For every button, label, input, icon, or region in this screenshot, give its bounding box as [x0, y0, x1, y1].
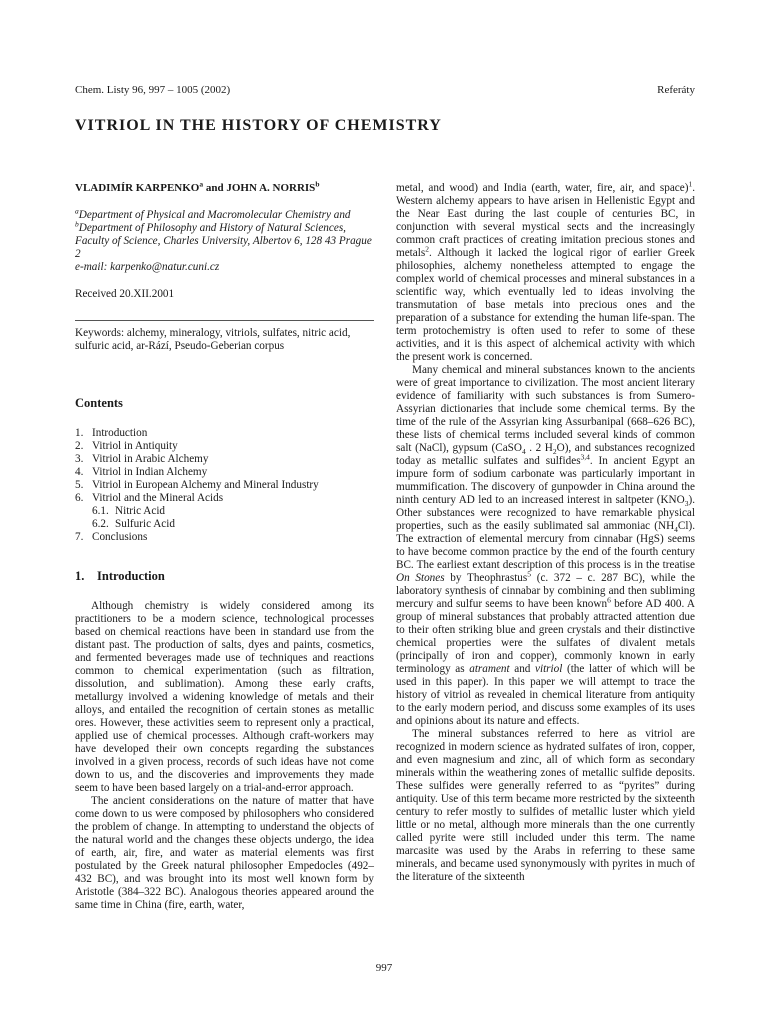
toc-item: 4. Vitriol in Indian Alchemy: [75, 466, 208, 478]
section-title: Introduction: [97, 569, 165, 583]
table-of-contents: [75, 427, 374, 544]
affiliation-b-text: Department of Philosophy and History of Natural Sciences, Faculty of Science, Charles University, Albertov 6, 128 43 Prague 2: [75, 222, 372, 260]
divider: [75, 320, 374, 321]
ref-mark: 5: [527, 569, 532, 579]
subscript: 4: [521, 447, 526, 457]
affiliation-a-text: Department of Physical and Macromolecular Chemistry and: [78, 209, 351, 221]
journal-reference: Chem. Listy 96, 997 – 1005 (2002): [75, 84, 231, 96]
authors-and: and: [203, 182, 227, 194]
ref-mark: 3,4: [580, 452, 590, 462]
subscript: 2: [552, 447, 557, 457]
intro-paragraph-1: Although chemistry is widely considered among its practitioners to be a modern science, technological processes based on chemical reactions have been in standard use from the distant past. The production of salts, dyes and paints, cosmetics, and fermented beverages made use of techniques and reactions common to chemical experimentation (such as filtration, dissolution, and sublimation). Among these early crafts, metallurgy involved a widening knowledge of metals and their alloys, and entailed the recognition of certain stones as metallic ores. However, these activities seem to represent only a practical, applied use of chemical processes. Although craft-workers may have developed their own concepts regarding the substances involved in a given process, records of such ideas have not come down to us, and the discoveries and improvements they made seem to have been based largely on a trial-and-error approach.: [75, 600, 374, 794]
keywords: Keywords: alchemy, mineralogy, vitriols, sulfates, nitric acid, sulfuric acid, ar-Rází, Pseudo-Geberian corpus: [75, 327, 351, 352]
treatise-title: On Stones: [396, 572, 445, 584]
toc-item: 1. Introduction: [75, 427, 148, 439]
article-title: VITRIOL IN THE HISTORY OF CHEMISTRY: [75, 117, 442, 134]
term-atrament: atrament: [469, 663, 510, 675]
toc-item: 3. Vitriol in Arabic Alchemy: [75, 453, 209, 465]
right-column: [396, 179, 695, 884]
left-column: [75, 179, 374, 912]
affiliation-b-mark: b: [75, 219, 79, 229]
ref-mark: 1: [688, 179, 693, 189]
author-1: VLADIMÍR KARPENKO: [75, 182, 200, 194]
term-vitriol: vitriol: [535, 663, 563, 675]
intro-paragraph-2: The ancient considerations on the nature of matter that have come down to us were composed by philosophers who considered the problem of change. In attempting to understand the objects of the natural world and the changes these objects undergo, the idea of earth, air, fire, and water as material elements was first postulated by the Greek natural philosopher Empedocles (492–432 BC), and was brought into its most well known form by Aristotle (384–322 BC). Analogous theories appeared around the same time in China (fire, earth, water,: [75, 795, 374, 911]
toc-subitem: 6.1. Nitric Acid: [92, 505, 166, 517]
received-date: Received 20.XII.2001: [75, 288, 175, 300]
authors: [75, 179, 374, 195]
contents-heading: Contents: [75, 396, 123, 410]
author-1-mark: a: [199, 179, 204, 189]
right-paragraph-3: The mineral substances referred to here as vitriol are recognized in modern science as hydrated sulfates of iron, copper, and even magnesium and zinc, all of which form as secondary minerals within the weathering zones of metallic sulfide deposits. These sulfides were generally referred to as “pyrites” during antiquity. Use of this term became more restricted by the sixteenth century to refer mostly to sulfides of metallic luster which yield little or no metal, although more minerals than the one currently called pyrite were still included under this term. The name marcasite was used by the Arabs in referring to these same minerals, and became used synonymously with pyrites in much of the literature of the sixteenth: [396, 728, 695, 883]
toc-subitem: 6.2. Sulfuric Acid: [92, 518, 175, 530]
toc-item: 7. Conclusions: [75, 531, 148, 543]
section-label: Referáty: [657, 84, 695, 96]
toc-item: 5. Vitriol in European Alchemy and Mineral Industry: [75, 479, 319, 491]
ref-mark: 6: [607, 595, 611, 605]
right-paragraph-2: Many chemical and mineral substances known to the ancients were of great importance to civilization. The most ancient literary evidence of familiarity with such substances is from Sumero-Assyrian dictionaries that include some chemical terms. By the time of the rule of the Assyrian king Assurbanipal (668–626 BC), these lists of chemical terms included several kinds of common salt (NaCl), gypsum (CaSO$_4$ . 2 $H_2O$), and substances recognized today as metallic sulfates and sulfides$^{3,4}$. In ancient Egypt an impure form of sodium carbonate was particularly important in mummification. The discovery of gunpowder in China around the ninth century AD led to an increased interest in saltpeter $(KNO_3)$. Other substances were recognized to have remarkable physical properties, such as the easily sublimated sal ammoniac $(NH_4Cl)$. The extraction of elemental mercury from cinnabar (HgS) seems to have become common practice by the end of the fourth century BC. The earliest extant description of this process is in the treatise On Stones by Theophrastus$^5$ (c. 372 – c. 287 BC), while the laboratory synthesis of cinnabar by combining and then subliming mercury and sulfur seems to have been known$^6$ before AD 400. A group of mineral substances that probably attracted attention due to their often striking blue and green crystals and their distinctive chemical properties were the sulfates of divalent metals (principally of iron and copper), commonly known in early terminology as atrament and vitriol (the latter of which will be used in this paper). In this paper we will attempt to trace the history of vitriol as revealed in chemical literature from antiquity to the early modern period, and discuss some examples of its uses and opinions about its nature and effects.: [396, 364, 695, 727]
toc-item: 6. Vitriol and the Mineral Acids: [75, 492, 224, 504]
affiliation-b: [75, 219, 374, 261]
affiliation-a: [75, 206, 374, 222]
affiliation-a-mark: a: [75, 206, 79, 216]
right-paragraph-1: metal, and wood) and India (earth, water, fire, air, and space)$^1$. Western alchemy appears to have arisen in Hellenistic Egypt and the Near East during the last couple of centuries BC, in conjunction with several mystical sects and the increasingly common craft practices of creating imitation precious stones and metals$^2$. Although it lacked the logical rigor of earlier Greek philosophies, alchemy nonetheless attempted to engage the complex world of chemical processes and mineral substances in a scientific way, which eventually led to ideas involving the transmutation of base metals into precious ones and the preparation of a substance for extending the human life-span. The term protochemistry is often used to refer to some of these activities, and it is this aspect of alchemical activity with which the present work is concerned.: [396, 179, 695, 363]
email: e-mail: karpenko@natur.cuni.cz: [75, 261, 220, 273]
author-2: JOHN A. NORRIS: [226, 182, 316, 194]
section-number: 1.: [75, 569, 85, 583]
ref-mark: 2: [425, 244, 429, 254]
page-number: 997: [375, 962, 393, 974]
toc-item: 2. Vitriol in Antiquity: [75, 440, 178, 452]
subscript: 4: [674, 525, 678, 535]
section-heading-introduction: [75, 570, 374, 583]
author-2-mark: b: [315, 179, 320, 189]
subscript: 3: [684, 499, 689, 509]
